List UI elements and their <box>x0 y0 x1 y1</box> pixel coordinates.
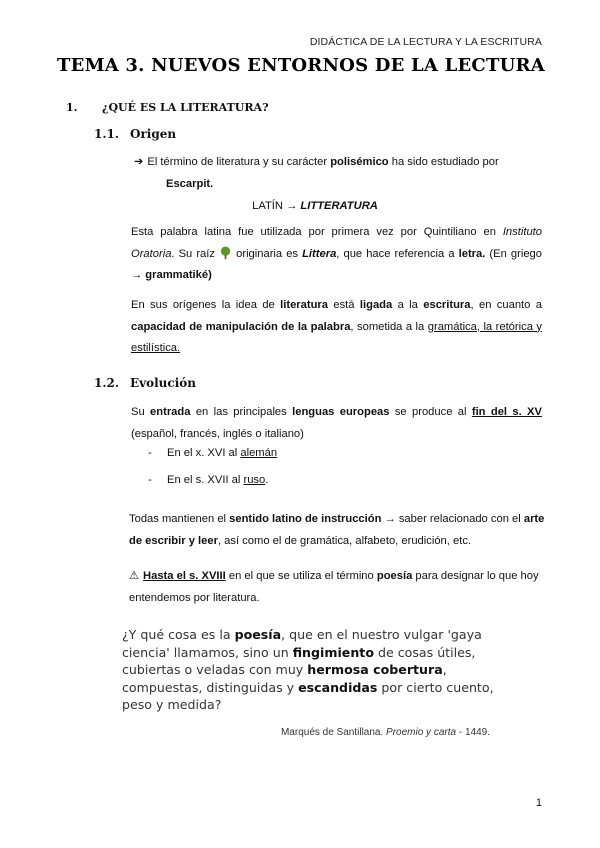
text: (español, francés, inglés o italiano) <box>131 427 304 440</box>
page-title: TEMA 3. NUEVOS ENTORNOS DE LA LECTURA <box>57 56 545 76</box>
origin-bullet <box>134 152 548 195</box>
bold-term: escandidas <box>298 679 378 695</box>
bold-term: arte de escribir y leer <box>129 513 545 547</box>
bold-term: polisémico <box>330 156 389 168</box>
text: de cosas útiles, cubiertas o veladas con muy <box>122 644 476 677</box>
text: Esta palabra latina fue utilizada por primera vez por Quintiliano en <box>131 226 503 238</box>
paragraph-instruction <box>129 509 545 552</box>
section-number: 1. <box>66 101 78 114</box>
text: (En griego → <box>131 247 542 281</box>
bold-term: sentido latino de instrucción <box>229 513 382 525</box>
text: , en cuanto a <box>470 299 542 311</box>
text: , sometida a la <box>350 320 428 333</box>
text: → saber relacionado con el <box>381 513 524 525</box>
bold-term: poesía <box>234 627 282 642</box>
latin-word: LITTERATURA <box>300 200 378 212</box>
underlined-bold-term: Hasta el s. XVIII <box>143 570 226 582</box>
dash-bullet: - <box>148 447 152 459</box>
list-item <box>148 443 277 465</box>
underlined-term: ruso <box>243 474 266 486</box>
subsection-label: Origen <box>130 127 177 141</box>
bold-term: lenguas europeas <box>292 406 390 418</box>
text: , que en el nuestro vulgar 'gaya ciencia' llamamos, sino un <box>122 627 482 660</box>
subsection-heading-evolucion <box>94 376 196 390</box>
text: a la <box>392 299 424 311</box>
subsection-heading-origen <box>94 127 176 141</box>
bold-term: hermosa cobertura <box>307 662 443 677</box>
bold-term: poesía <box>376 570 413 582</box>
latin-line <box>0 196 600 218</box>
text: , que hace referencia a <box>336 247 459 260</box>
underlined-term: alemán <box>240 447 278 459</box>
bold-term: Littera <box>302 247 337 260</box>
text: En el x. XVI al <box>167 447 241 459</box>
paragraph-entry <box>131 402 542 445</box>
text: En el s. XVII al <box>167 474 244 486</box>
quote-block <box>122 626 494 714</box>
page-number: 1 <box>535 797 542 809</box>
running-header: DIDÁCTICA DE LA LECTURA Y LA ESCRITURA <box>309 36 542 48</box>
bold-term: entrada <box>150 406 191 418</box>
text: Marqués de Santillana. <box>280 727 387 738</box>
paragraph-origins <box>131 295 542 360</box>
text: ha sido estudiado por <box>388 156 499 168</box>
text: , así como el de gramática, alfabeto, erudición, etc. <box>217 534 472 547</box>
author-name: Escarpit. <box>166 177 214 190</box>
text: originaria es <box>232 247 303 260</box>
subsection-number: 1.2. <box>94 376 120 390</box>
text: El término de literatura y su carácter <box>147 156 331 168</box>
text: Su <box>131 406 151 418</box>
arrow-bullet-icon: ➔ <box>134 156 144 168</box>
paragraph-poesia <box>129 566 545 609</box>
paragraph-etymology <box>131 222 542 287</box>
subsection-number: 1.1. <box>94 127 120 141</box>
text: se produce al <box>389 406 472 418</box>
text: Todas mantienen el <box>129 513 230 525</box>
section-label: ¿QUÉ ES LA LITERATURA? <box>102 101 269 114</box>
text: , compuestas, distinguidas y <box>122 662 447 695</box>
tree-emoji-icon <box>219 246 232 259</box>
text: . Su raíz <box>171 247 220 260</box>
bold-term: fingimiento <box>292 644 374 660</box>
text: LATÍN → <box>252 200 301 212</box>
section-heading-1 <box>66 101 269 114</box>
dash-bullet: - <box>148 474 152 486</box>
bold-term: ligada <box>359 299 393 311</box>
text: En sus orígenes la idea de <box>131 299 281 311</box>
bold-term: capacidad de manipulación de la palabra <box>131 320 351 333</box>
quote-attribution <box>281 727 490 738</box>
work-title: Proemio y carta <box>386 727 457 738</box>
underlined-term: gramática, la retórica y estilística. <box>131 320 542 354</box>
book-title: Instituto Oratoria <box>131 226 542 260</box>
text: en las principales <box>190 406 293 418</box>
text: para designar lo que hoy entendemos por literatura. <box>129 570 539 604</box>
warning-icon: ⚠ <box>129 570 140 582</box>
list-item <box>148 470 268 492</box>
text: por cierto cuento, peso y medida? <box>122 679 494 712</box>
bold-term: letra. <box>458 247 486 260</box>
text: . <box>265 474 269 486</box>
text: ¿Y qué cosa es la <box>122 627 235 642</box>
text: en el que se utiliza el término <box>225 570 377 582</box>
underlined-bold-term: fin del s. XV <box>471 406 542 418</box>
text: está <box>328 299 360 311</box>
text: - 1449. <box>456 727 490 738</box>
subsection-label: Evolución <box>130 376 196 390</box>
bold-term: escritura <box>423 299 471 311</box>
bold-term: grammatiké) <box>145 269 212 281</box>
bold-term: literatura <box>280 299 328 311</box>
